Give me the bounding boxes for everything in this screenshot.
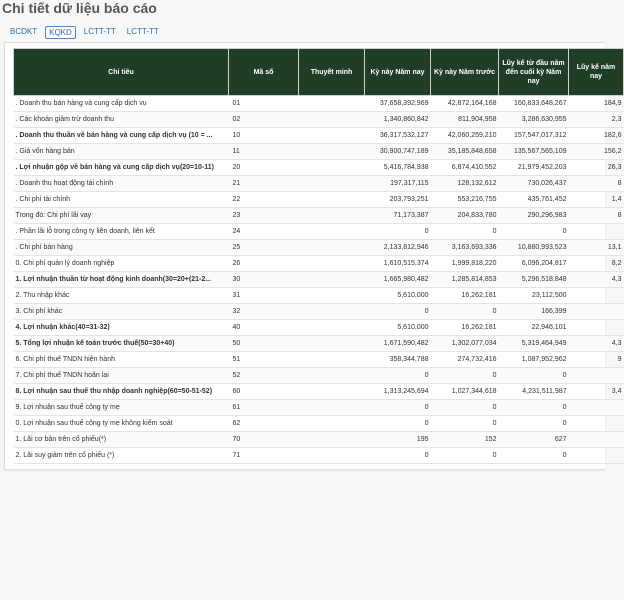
row-ytd-prior-cell: 8: [569, 208, 624, 224]
row-name-cell: . Chi phí bán hàng: [14, 240, 229, 256]
row-name-cell: . Doanh thu thuần về bán hàng và cung cấp dịch vụ (10 = ...: [14, 128, 229, 144]
tab-bcdkt[interactable]: BCDKT: [10, 27, 38, 36]
row-ytd-prior-cell: [569, 448, 624, 464]
row-current-period-cell: 37,658,392,969: [365, 96, 431, 112]
row-prior-period-cell: 16,262,181: [431, 320, 499, 336]
row-prior-period-cell: 553,216,755: [431, 192, 499, 208]
row-ytd-current-cell: 0: [499, 400, 569, 416]
row-ytd-prior-cell: 13,1: [569, 240, 624, 256]
row-name-cell: . Các khoản giảm trừ doanh thu: [14, 112, 229, 128]
row-name-cell: 2. Thu nhập khác: [14, 288, 229, 304]
table-row: [14, 128, 624, 144]
row-note-cell: [299, 320, 365, 336]
row-prior-period-cell: 3,163,693,336: [431, 240, 499, 256]
table-row: [14, 304, 624, 320]
table-row: [14, 272, 624, 288]
row-current-period-cell: 30,900,747,189: [365, 144, 431, 160]
row-note-cell: [299, 448, 365, 464]
table-row: [14, 208, 624, 224]
row-note-cell: [299, 96, 365, 112]
tab-lctt-tt-2[interactable]: LCTT-TT: [126, 27, 159, 36]
row-name-cell: 1. Lợi nhuận thuần từ hoạt động kinh doanh(30=20+(21-2...: [14, 272, 229, 288]
header-ky-nay-nam-truoc[interactable]: Kỳ này Năm trước: [431, 49, 499, 96]
header-chi-tieu[interactable]: Chỉ tiêu: [14, 49, 229, 96]
row-current-period-cell: 1,340,860,842: [365, 112, 431, 128]
row-ytd-current-cell: 10,880,993,523: [499, 240, 569, 256]
header-ky-nay-nam-nay[interactable]: Kỳ này Năm nay: [365, 49, 431, 96]
table-row: [14, 240, 624, 256]
row-prior-period-cell: 1,302,077,034: [431, 336, 499, 352]
row-ytd-prior-cell: [569, 224, 624, 240]
row-ytd-current-cell: 6,096,204,817: [499, 256, 569, 272]
row-current-period-cell: 0: [365, 224, 431, 240]
row-note-cell: [299, 144, 365, 160]
row-ytd-prior-cell: 2,3: [569, 112, 624, 128]
row-code-cell: 30: [229, 272, 299, 288]
table-row: [14, 288, 624, 304]
row-note-cell: [299, 384, 365, 400]
row-note-cell: [299, 128, 365, 144]
row-name-cell: 2. Lãi suy giảm trên cổ phiếu (*): [14, 448, 229, 464]
row-ytd-current-cell: 157,547,017,312: [499, 128, 569, 144]
table-row: [14, 256, 624, 272]
table-row: [14, 224, 624, 240]
row-prior-period-cell: 204,833,780: [431, 208, 499, 224]
row-name-cell: 0. Lợi nhuận sau thuế công ty mẹ không kiểm soát: [14, 416, 229, 432]
table-header-row: [14, 49, 624, 96]
row-prior-period-cell: 6,874,410,552: [431, 160, 499, 176]
row-ytd-current-cell: 21,979,452,203: [499, 160, 569, 176]
tab-kqkd[interactable]: KQKD: [45, 26, 76, 39]
row-note-cell: [299, 112, 365, 128]
row-name-cell: 9. Lợi nhuận sau thuế công ty mẹ: [14, 400, 229, 416]
tab-lctt-tt-1[interactable]: LCTT-TT: [83, 27, 116, 36]
row-ytd-prior-cell: 26,3: [569, 160, 624, 176]
row-note-cell: [299, 432, 365, 448]
row-prior-period-cell: 152: [431, 432, 499, 448]
row-prior-period-cell: 16,262,181: [431, 288, 499, 304]
table-row: [14, 320, 624, 336]
row-note-cell: [299, 400, 365, 416]
row-ytd-prior-cell: 156,2: [569, 144, 624, 160]
row-code-cell: 21: [229, 176, 299, 192]
row-ytd-prior-cell: 8: [569, 176, 624, 192]
row-current-period-cell: 5,610,000: [365, 320, 431, 336]
row-current-period-cell: 1,313,245,694: [365, 384, 431, 400]
header-luy-ke-cut[interactable]: Lũy kế năm nay: [569, 49, 624, 96]
row-current-period-cell: 203,793,251: [365, 192, 431, 208]
row-name-cell: 6. Chi phí thuế TNDN hiện hành: [14, 352, 229, 368]
row-ytd-prior-cell: [569, 368, 624, 384]
row-name-cell: 3. Chi phí khác: [14, 304, 229, 320]
table-row: [14, 160, 624, 176]
row-code-cell: 61: [229, 400, 299, 416]
row-note-cell: [299, 256, 365, 272]
row-ytd-current-cell: 23,112,500: [499, 288, 569, 304]
row-code-cell: 20: [229, 160, 299, 176]
table-row: [14, 192, 624, 208]
row-current-period-cell: 2,133,812,946: [365, 240, 431, 256]
row-code-cell: 10: [229, 128, 299, 144]
row-current-period-cell: 0: [365, 416, 431, 432]
table-row: [14, 384, 624, 400]
row-prior-period-cell: 42,060,259,210: [431, 128, 499, 144]
row-current-period-cell: 358,344,788: [365, 352, 431, 368]
row-current-period-cell: 1,610,515,374: [365, 256, 431, 272]
row-code-cell: 31: [229, 288, 299, 304]
table-row: [14, 400, 624, 416]
row-name-cell: . Doanh thu hoạt động tài chính: [14, 176, 229, 192]
row-code-cell: 62: [229, 416, 299, 432]
row-name-cell: 0. Chi phí quản lý doanh nghiệp: [14, 256, 229, 272]
row-ytd-current-cell: 160,833,648,267: [499, 96, 569, 112]
row-note-cell: [299, 352, 365, 368]
row-ytd-prior-cell: 4,3: [569, 272, 624, 288]
row-ytd-prior-cell: [569, 432, 624, 448]
table-row: [14, 368, 624, 384]
row-ytd-current-cell: 435,761,452: [499, 192, 569, 208]
report-tabs: [7, 26, 167, 39]
row-prior-period-cell: 35,185,848,658: [431, 144, 499, 160]
row-ytd-current-cell: 0: [499, 448, 569, 464]
row-current-period-cell: 0: [365, 448, 431, 464]
row-current-period-cell: 0: [365, 400, 431, 416]
row-current-period-cell: 5,610,000: [365, 288, 431, 304]
row-name-cell: 8. Lợi nhuận sau thuế thu nhập doanh nghiệp(60=50-51-52): [14, 384, 229, 400]
row-ytd-prior-cell: 9: [569, 352, 624, 368]
row-code-cell: 02: [229, 112, 299, 128]
row-ytd-prior-cell: 184,9: [569, 96, 624, 112]
row-ytd-prior-cell: [569, 288, 624, 304]
row-ytd-current-cell: 627: [499, 432, 569, 448]
row-current-period-cell: 0: [365, 304, 431, 320]
row-note-cell: [299, 272, 365, 288]
row-ytd-current-cell: 1,087,952,962: [499, 352, 569, 368]
row-note-cell: [299, 224, 365, 240]
row-current-period-cell: 0: [365, 368, 431, 384]
row-ytd-current-cell: 5,319,464,949: [499, 336, 569, 352]
row-ytd-prior-cell: 1,4: [569, 192, 624, 208]
row-current-period-cell: 71,173,387: [365, 208, 431, 224]
table-row: [14, 416, 624, 432]
row-current-period-cell: 197,317,115: [365, 176, 431, 192]
row-ytd-current-cell: 5,296,518,848: [499, 272, 569, 288]
row-note-cell: [299, 336, 365, 352]
row-ytd-current-cell: 0: [499, 368, 569, 384]
row-prior-period-cell: 1,027,344,618: [431, 384, 499, 400]
row-code-cell: 01: [229, 96, 299, 112]
row-code-cell: 26: [229, 256, 299, 272]
row-ytd-prior-cell: 182,6: [569, 128, 624, 144]
row-current-period-cell: 1,671,590,482: [365, 336, 431, 352]
row-prior-period-cell: 0: [431, 416, 499, 432]
row-note-cell: [299, 192, 365, 208]
row-ytd-current-cell: 166,399: [499, 304, 569, 320]
row-note-cell: [299, 160, 365, 176]
row-prior-period-cell: 0: [431, 400, 499, 416]
row-code-cell: 50: [229, 336, 299, 352]
row-prior-period-cell: 1,285,814,853: [431, 272, 499, 288]
row-code-cell: 40: [229, 320, 299, 336]
row-note-cell: [299, 304, 365, 320]
row-prior-period-cell: 274,732,416: [431, 352, 499, 368]
row-ytd-prior-cell: [569, 416, 624, 432]
table-body: [14, 96, 624, 464]
row-ytd-current-cell: 22,946,101: [499, 320, 569, 336]
row-prior-period-cell: 0: [431, 224, 499, 240]
row-name-cell: . Doanh thu bán hàng và cung cấp dịch vụ: [14, 96, 229, 112]
table-row: [14, 336, 624, 352]
row-code-cell: 51: [229, 352, 299, 368]
table-row: [14, 96, 624, 112]
row-code-cell: 32: [229, 304, 299, 320]
row-note-cell: [299, 208, 365, 224]
row-ytd-prior-cell: 8,2: [569, 256, 624, 272]
row-code-cell: 71: [229, 448, 299, 464]
header-ma-so[interactable]: Mã số: [229, 49, 299, 96]
row-prior-period-cell: 42,872,164,168: [431, 96, 499, 112]
row-prior-period-cell: 0: [431, 368, 499, 384]
table-row: [14, 352, 624, 368]
row-ytd-current-cell: 0: [499, 416, 569, 432]
row-ytd-prior-cell: [569, 400, 624, 416]
row-code-cell: 60: [229, 384, 299, 400]
row-name-cell: . Lợi nhuận gộp về bán hàng và cung cấp dịch vụ(20=10-11): [14, 160, 229, 176]
row-prior-period-cell: 128,132,612: [431, 176, 499, 192]
header-thuyet-minh[interactable]: Thuyết minh: [299, 49, 365, 96]
row-prior-period-cell: 1,999,818,220: [431, 256, 499, 272]
row-note-cell: [299, 416, 365, 432]
report-card: [4, 42, 622, 470]
row-code-cell: 25: [229, 240, 299, 256]
income-statement-table: [13, 48, 624, 464]
header-luy-ke-nam-nay[interactable]: Lũy kế từ đầu năm đến cuối kỳ Năm nay: [499, 49, 569, 96]
row-code-cell: 23: [229, 208, 299, 224]
row-note-cell: [299, 240, 365, 256]
row-ytd-current-cell: 0: [499, 224, 569, 240]
row-ytd-prior-cell: 4,3: [569, 336, 624, 352]
row-code-cell: 22: [229, 192, 299, 208]
row-current-period-cell: 1,665,980,482: [365, 272, 431, 288]
row-name-cell: 4. Lợi nhuận khác(40=31-32): [14, 320, 229, 336]
row-code-cell: 52: [229, 368, 299, 384]
row-prior-period-cell: 811,904,958: [431, 112, 499, 128]
row-note-cell: [299, 288, 365, 304]
row-name-cell: 5. Tổng lợi nhuận kế toán trước thuế(50=30+40): [14, 336, 229, 352]
row-prior-period-cell: 0: [431, 448, 499, 464]
row-ytd-prior-cell: [569, 304, 624, 320]
page-title: Chi tiết dữ liệu báo cáo: [2, 0, 157, 16]
row-current-period-cell: 36,317,532,127: [365, 128, 431, 144]
table-row: [14, 144, 624, 160]
row-note-cell: [299, 176, 365, 192]
row-name-cell: Trong đó: Chi phí lãi vay: [14, 208, 229, 224]
row-name-cell: . Giá vốn hàng bán: [14, 144, 229, 160]
row-name-cell: . Chi phí tài chính: [14, 192, 229, 208]
row-prior-period-cell: 0: [431, 304, 499, 320]
row-name-cell: . Phần lãi lỗ trong công ty liên doanh, liên kết: [14, 224, 229, 240]
row-name-cell: 1. Lãi cơ bản trên cổ phiếu(*): [14, 432, 229, 448]
row-ytd-current-cell: 4,231,511,987: [499, 384, 569, 400]
table-row: [14, 176, 624, 192]
row-code-cell: 24: [229, 224, 299, 240]
row-ytd-current-cell: 730,026,437: [499, 176, 569, 192]
table-row: [14, 112, 624, 128]
row-current-period-cell: 5,416,784,938: [365, 160, 431, 176]
row-ytd-prior-cell: [569, 320, 624, 336]
row-current-period-cell: 195: [365, 432, 431, 448]
table-row: [14, 432, 624, 448]
row-note-cell: [299, 368, 365, 384]
row-ytd-prior-cell: 3,4: [569, 384, 624, 400]
row-ytd-current-cell: 135,567,565,109: [499, 144, 569, 160]
row-ytd-current-cell: 290,296,983: [499, 208, 569, 224]
table-row: [14, 448, 624, 464]
row-code-cell: 70: [229, 432, 299, 448]
row-ytd-current-cell: 3,286,630,955: [499, 112, 569, 128]
row-code-cell: 11: [229, 144, 299, 160]
row-name-cell: 7. Chi phí thuế TNDN hoãn lại: [14, 368, 229, 384]
